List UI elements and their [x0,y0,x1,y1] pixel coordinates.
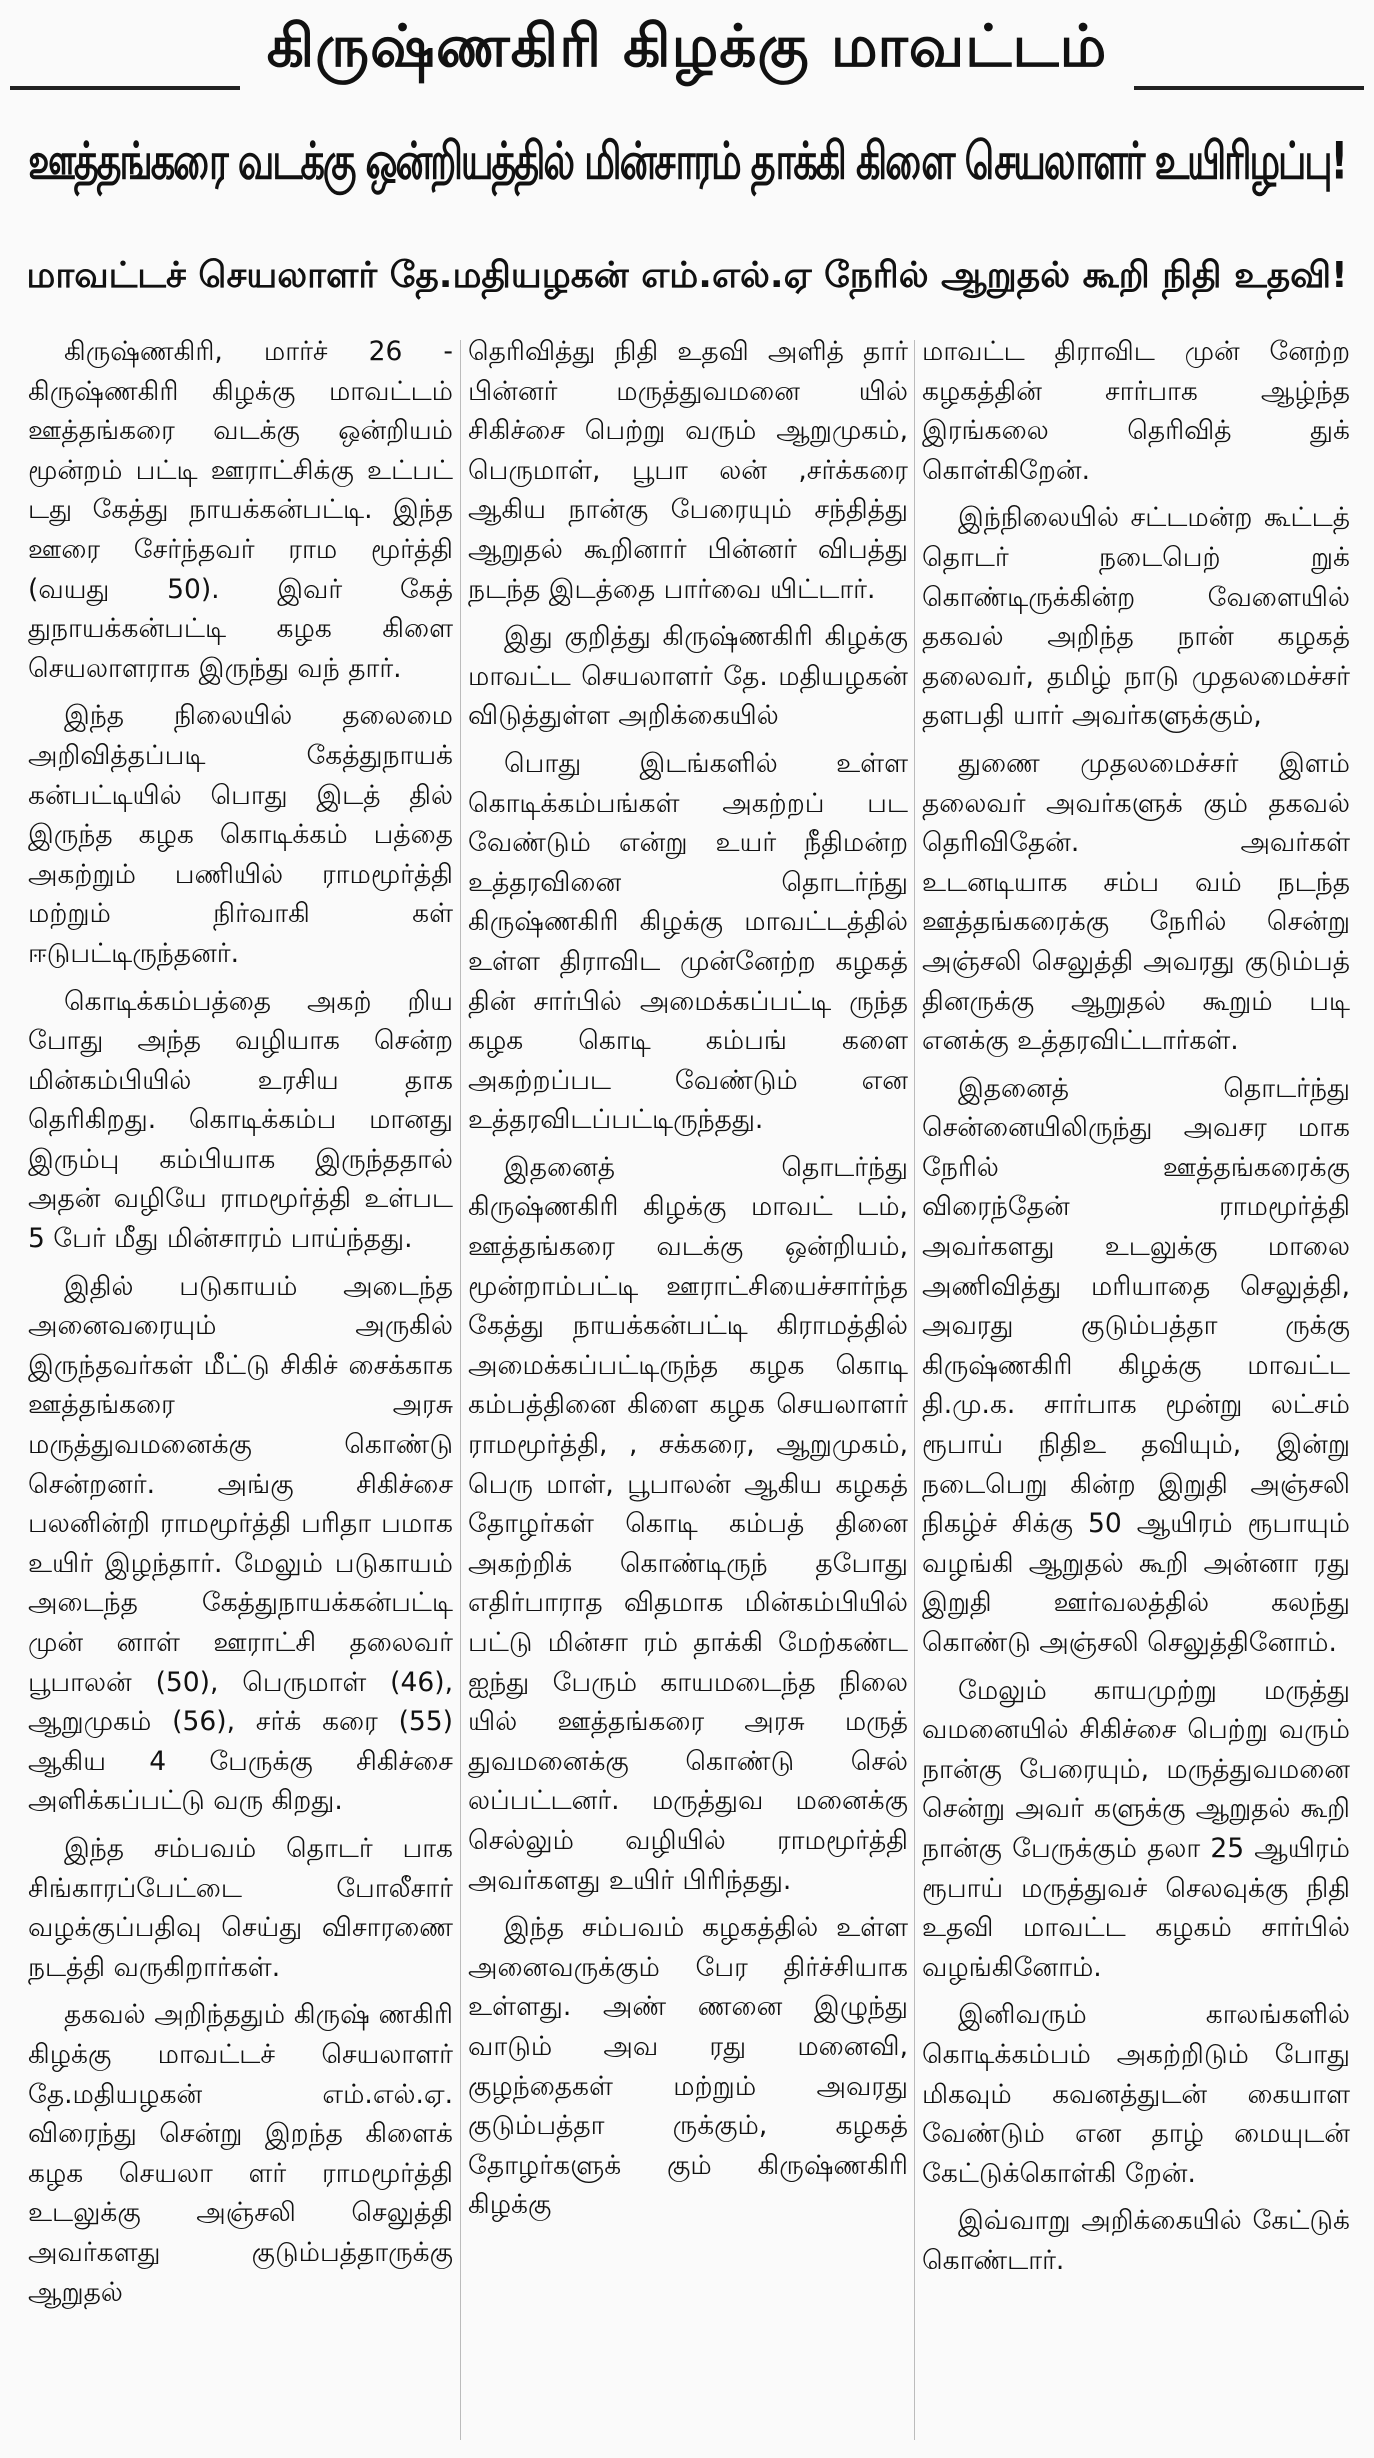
paragraph: இது குறித்து கிருஷ்ணகிரி கிழக்கு மாவட்ட செயலாளர் தே. மதியழகன் விடுத்துள்ள அறிக்கையில் [468,621,908,732]
paragraph: இந்த சம்பவம் கழகத்தில் உள்ள அனைவருக்கும் பேர திர்ச்சியாக உள்ளது. அண் ணனை இழுந்து வாடும் அவ ரது மனைவி, குழந்தைகள் மற்றும் அவரது குடும்பத்தா ருக்கும், கழகத் தோழர்களுக் கும் கிருஷ்ணகிரி கிழக்கு [468,1912,908,2221]
column-divider-2 [914,340,915,2440]
paragraph: இதனைத் தொடர்ந்து சென்னையிலிருந்து அவசர மாக நேரில் ஊத்தங்கரைக்கு விரைந்தேன் ராமமூர்த்தி அவர்களது உடலுக்கு மாலை அணிவித்து மரியாதை செலுத்தி, அவரது குடும்பத்தா ருக்கு கிருஷ்ணகிரி கிழக்கு மாவட்ட தி.மு.க. சார்பாக மூன்று லட்சம் ரூபாய் நிதிஉ தவியும், இன்று நடைபெறு கின்ற இறுதி அஞ்சலி நிகழ்ச் சிக்கு 50 ஆயிரம் ரூபாயும் வழங்கி ஆறுதல் கூறி அன்னா ரது இறுதி ஊர்வலத்தில் கலந்து கொண்டு அஞ்சலி செலுத்தினோம். [922,1072,1350,1658]
paragraph: தகவல் அறிந்ததும் கிருஷ் ணகிரி கிழக்கு மாவட்டச் செயலாளர் தே.மதியழகன் எம்.எல்.ஏ. விரைந்து சென்று இறந்த கிளைக் கழக செயலா ளர் ராமமூர்த்தி உடலுக்கு அஞ்சலி செலுத்தி அவர்களது குடும்பத்தாருக்கு ஆறுதல் [28,1999,453,2308]
paragraph: இதனைத் தொடர்ந்து கிருஷ்ணகிரி கிழக்கு மாவட் டம், ஊத்தங்கரை வடக்கு ஒன்றியம், மூன்றாம்பட்டி ஊராட்சியைச்சார்ந்த கேத்து நாயக்கன்பட்டி கிராமத்தில் அமைக்கப்பட்டிருந்த கழக கொடி கம்பத்தினை கிளை கழக செயலாளர் ராமமூர்த்தி, , சக்கரை, ஆறுமுகம், பெரு மாள், பூபாலன் ஆகிய கழகத் தோழர்கள் கொடி கம்பத் தினை அகற்றிக் கொண்டிருந் தபோது எதிர்பாராத விதமாக மின்கம்பியில் பட்டு மின்சா ரம் தாக்கி மேற்கண்ட ஐந்து பேரும் காயமடைந்த நிலை யில் ஊத்தங்கரை அரசு மருத் துவமனைக்கு கொண்டு செல் லப்பட்டனர். மருத்துவ மனைக்கு செல்லும் வழியில் ராமமூர்த்தி அவர்களது உயிர் பிரிந்தது. [468,1151,908,1896]
paragraph: துணை முதலமைச்சர் இளம் தலைவர் அவர்களுக் கும் தகவல் தெரிவிதேன். அவர்கள் உடனடியாக சம்ப வம் நடந்த ஊத்தங்கரைக்கு நேரில் சென்று அஞ்சலி செலுத்தி அவரது குடும்பத் தினருக்கு ஆறுதல் கூறும் படி எனக்கு உத்தரவிட்டார்கள். [922,747,1350,1057]
paragraph: கொடிக்கம்பத்தை அகற் றிய போது அந்த வழியாக சென்ற மின்கம்பியில் உரசிய தாக தெரிகிறது. கொடிக்கம்ப மானது இரும்பு கம்பியாக இருந்ததால் அதன் வழியே ராமமூர்த்தி உள்பட 5 பேர் மீது மின்சாரம் பாய்ந்தது. [28,985,453,1255]
column-divider-1 [460,340,461,2440]
paragraph: மேலும் காயமுற்று மருத்து வமனையில் சிகிச்சை பெற்று வரும் நான்கு பேரையும், மருத்துவமனை சென்று அவர் களுக்கு ஆறுதல் கூறி நான்கு பேருக்கும் தலா 25 ஆயிரம் ரூபாய் மருத்துவச் செலவுக்கு நிதி உதவி மாவட்ட கழகம் சார்பில் வழங்கினோம். [922,1674,1350,1983]
district-title: கிருஷ்ணகிரி கிழக்கு மாவட்டம் [266,12,1108,80]
paragraph: இந்த நிலையில் தலைமை அறிவித்தப்படி கேத்துநாயக் கன்பட்டியில் பொது இடத் தில் இருந்த கழக கொடிக்கம் பத்தை அகற்றும் பணியில் ராமமூர்த்தி மற்றும் நிர்வாகி கள் ஈடுபட்டிருந்தனர். [28,700,453,969]
headline: ஊத்தங்கரை வடக்கு ஒன்றியத்தில் மின்சாரம் தாக்கி கிளை செயலாளர் உயிரிழப்பு! [28,131,1346,191]
paragraph: இந்த சம்பவம் தொடர் பாக சிங்காரப்பேட்டை போலீசார் வழக்குப்பதிவு செய்து விசாரணை நடத்தி வருகிறார்கள். [28,1832,453,1983]
paragraph: இனிவரும் காலங்களில் கொடிக்கம்பம் அகற்றிடும் போது மிகவும் கவனத்துடன் கையாள வேண்டும் என தாழ் மையுடன் கேட்டுக்கொள்கி றேன். [922,1999,1350,2189]
article-column-2 [468,332,908,2452]
paragraph: இந்நிலையில் சட்டமன்ற கூட்டத் தொடர் நடைபெற் றுக் கொண்டிருக்கின்ற வேளையில் தகவல் அறிந்த நான் கழகத் தலைவர், தமிழ் நாடு முதலமைச்சர் தளபதி யார் அவர்களுக்கும், [922,502,1350,732]
paragraph: மாவட்ட திராவிட முன் னேற்ற கழகத்தின் சார்பாக ஆழ்ந்த இரங்கலை தெரிவித் துக் கொள்கிறேன். [922,336,1350,486]
article-column-1 [28,332,453,2452]
paragraph: கிருஷ்ணகிரி, மார்ச் 26 - கிருஷ்ணகிரி கிழக்கு மாவட்டம் ஊத்தங்கரை வடக்கு ஒன்றியம் மூன்றம் பட்டி ஊராட்சிக்கு உட்பட் டது கேத்து நாயக்கன்பட்டி. இந்த ஊரை சேர்ந்தவர் ராம மூர்த்தி (வயது 50). இவர் கேத் துநாயக்கன்பட்டி கழக கிளை செயலாளராக இருந்து வந் தார். [28,336,453,684]
paragraph: தெரிவித்து நிதி உதவி அளித் தார் பின்னர் மருத்துவமனை யில் சிகிச்சை பெற்று வரும் ஆறுமுகம், பெருமாள், பூபா லன் ,சர்க்கரை ஆகிய நான்கு பேரையும் சந்தித்து ஆறுதல் கூறினார் பின்னர் விபத்து நடந்த இடத்தை பார்வை யிட்டார். [468,336,908,605]
paragraph: இதில் படுகாயம் அடைந்த அனைவரையும் அருகில் இருந்தவர்கள் மீட்டு சிகிச் சைக்காக ஊத்தங்கரை அரசு மருத்துவமனைக்கு கொண்டு சென்றனர். அங்கு சிகிச்சை பலனின்றி ராமமூர்த்தி பரிதா பமாக உயிர் இழந்தார். மேலும் படுகாயம் அடைந்த கேத்துநாயக்கன்பட்டி முன் னாள் ஊராட்சி தலைவர் பூபாலன் (50), பெருமாள் (46), ஆறுமுகம் (56), சர்க் கரை (55) ஆகிய 4 பேருக்கு சிகிச்சை அளிக்கப்பட்டு வரு கிறது. [28,1270,453,1817]
article-column-3 [922,332,1350,2452]
paragraph: இவ்வாறு அறிக்கையில் கேட்டுக் கொண்டார். [922,2205,1350,2276]
subheadline: மாவட்டச் செயலாளர் தே.மதியழகன் எம்.எல்.ஏ நேரில் ஆறுதல் கூறி நிதி உதவி! [26,255,1348,296]
paragraph: பொது இடங்களில் உள்ள கொடிக்கம்பங்கள் அகற்றப் பட வேண்டும் என்று உயர் நீதிமன்ற உத்தரவினை தொடர்ந்து கிருஷ்ணகிரி கிழக்கு மாவட்டத்தில் உள்ள திராவிட முன்னேற்ற கழகத் தின் சார்பில் அமைக்கப்பட்டி ருந்த கழக கொடி கம்பங் களை அகற்றப்பட வேண்டும் என உத்தரவிடப்பட்டிருந்தது. [468,747,908,1136]
